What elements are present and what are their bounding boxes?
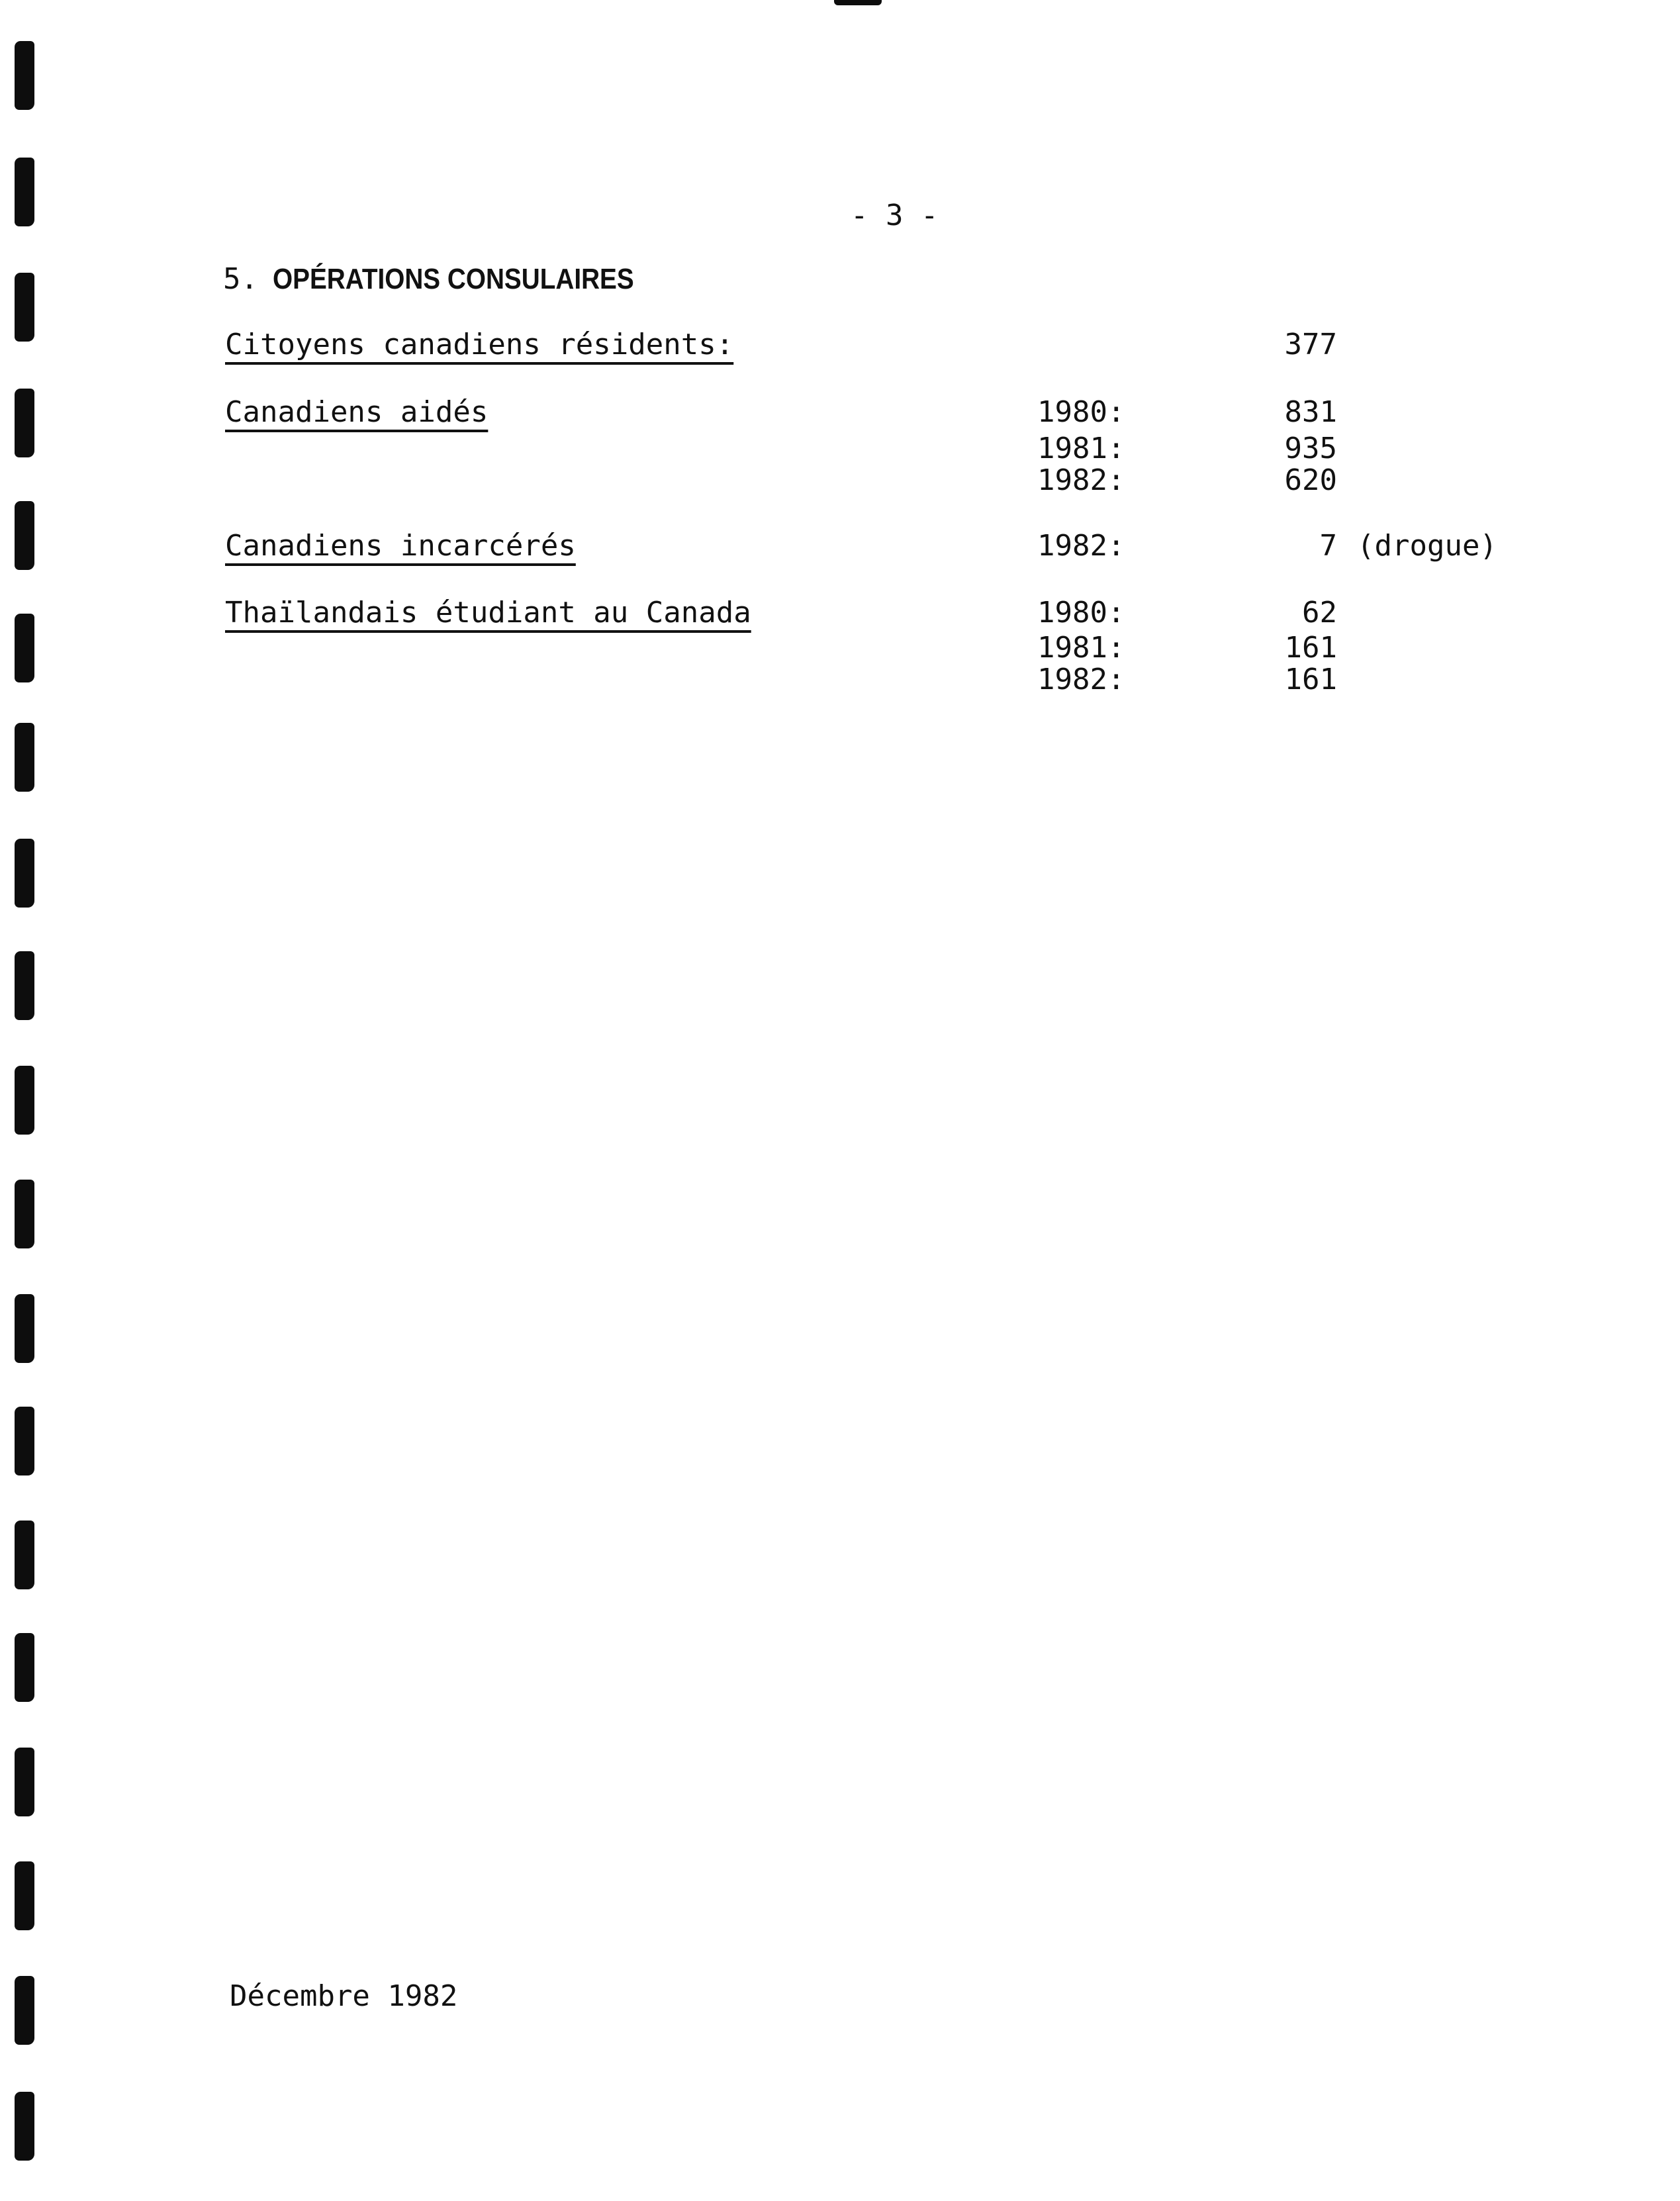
section-title: OPÉRATIONS CONSULAIRES — [272, 263, 634, 295]
binding-hole — [15, 389, 34, 457]
binding-hole — [15, 1294, 34, 1363]
row-note: (drogue) — [1357, 529, 1497, 563]
row-year: 1982: — [1037, 463, 1125, 497]
footer-date: Décembre 1982 — [230, 1979, 458, 2013]
row-value: 7 — [1319, 529, 1337, 563]
page-number: - 3 - — [851, 199, 939, 232]
binding-hole — [15, 1633, 34, 1702]
binding-hole — [15, 158, 34, 226]
row-label-residents: Citoyens canadiens résidents: — [225, 328, 734, 361]
binding-hole — [15, 2092, 34, 2161]
row-value: 161 — [1284, 663, 1337, 696]
binding-hole — [15, 951, 34, 1020]
binding-hole — [15, 501, 34, 570]
binding-hole — [15, 1407, 34, 1475]
row-value: 377 — [1284, 328, 1337, 361]
row-value: 831 — [1284, 395, 1337, 429]
row-value: 62 — [1302, 596, 1337, 630]
binding-hole — [15, 1748, 34, 1816]
row-year: 1982: — [1037, 663, 1125, 696]
binding-hole — [15, 273, 34, 342]
row-label-thai-students: Thaïlandais étudiant au Canada — [225, 596, 751, 630]
binding-hole — [15, 41, 34, 110]
binding-hole — [15, 1976, 34, 2045]
binding-hole — [15, 1180, 34, 1248]
binding-hole — [15, 839, 34, 908]
binding-hole — [15, 723, 34, 792]
row-value: 620 — [1284, 463, 1337, 497]
binding-hole — [15, 1521, 34, 1589]
row-value: 935 — [1284, 432, 1337, 465]
row-year: 1981: — [1037, 631, 1125, 665]
binding-hole — [15, 1861, 34, 1930]
row-label-incarcerated: Canadiens incarcérés — [225, 529, 576, 563]
row-year: 1980: — [1037, 596, 1125, 630]
row-year: 1982: — [1037, 529, 1125, 563]
row-value: 161 — [1284, 631, 1337, 665]
scan-mark — [834, 0, 882, 5]
row-label-assisted: Canadiens aidés — [225, 395, 489, 429]
row-year: 1980: — [1037, 395, 1125, 429]
row-year: 1981: — [1037, 432, 1125, 465]
binding-hole — [15, 614, 34, 682]
section-heading — [223, 262, 683, 296]
binding-hole — [15, 1066, 34, 1135]
section-number: 5. — [223, 262, 258, 296]
